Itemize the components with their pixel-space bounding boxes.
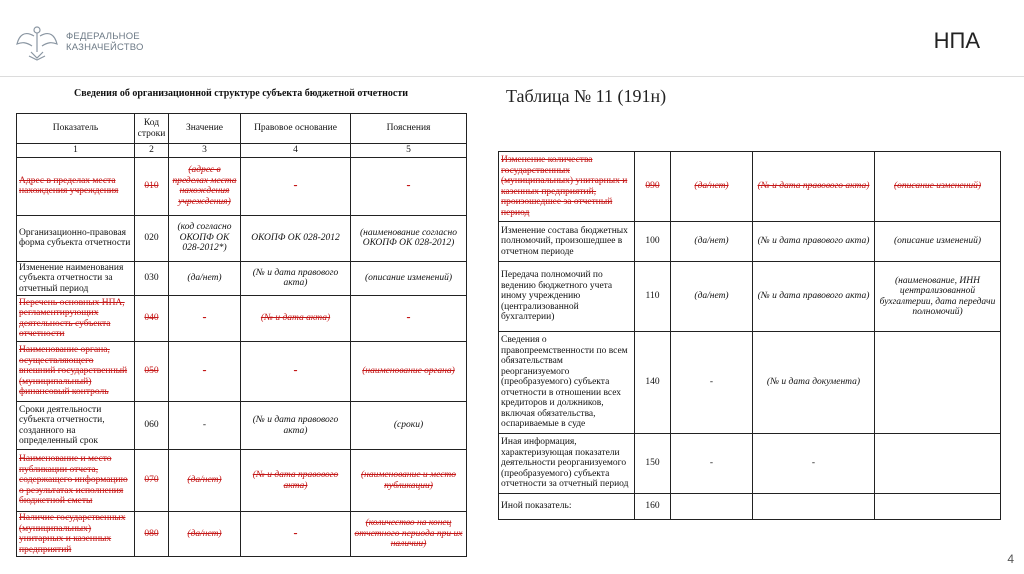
- row-code-cell: 100: [635, 222, 671, 262]
- table-row: [17, 157, 467, 215]
- value-cell: [671, 494, 753, 520]
- col-number: 1: [17, 144, 135, 158]
- col-header: Показатель: [17, 114, 135, 144]
- explanation-cell: [875, 434, 1001, 494]
- col-number: 3: [169, 144, 241, 158]
- table-row: [17, 342, 467, 402]
- table-row: [17, 215, 467, 261]
- indicator-cell: Наименование и место публикации отчета, содержащего информацию о результатах исполнения бюджетной сметы: [17, 450, 135, 512]
- indicator-cell: Сроки деятельности субъекта отчетности, созданного на определенный срок: [17, 402, 135, 450]
- explanation-cell: (сроки): [351, 402, 467, 450]
- col-header: Правовое основание: [241, 114, 351, 144]
- legal-basis-cell: -: [753, 434, 875, 494]
- col-number: 2: [135, 144, 169, 158]
- indicator-cell: Изменение состава бюджетных полномочий, произошедшее в отчетном периоде: [499, 222, 635, 262]
- table-row: [17, 296, 467, 342]
- explanation-cell: (описание изменений): [875, 222, 1001, 262]
- legal-basis-cell: ОКОПФ ОК 028-2012: [241, 215, 351, 261]
- value-cell: (да/нет): [671, 222, 753, 262]
- legal-basis-cell: (№ и дата правового акта): [241, 261, 351, 296]
- col-number: 4: [241, 144, 351, 158]
- row-code-cell: 090: [635, 152, 671, 222]
- col-number-row: [17, 144, 467, 158]
- logo-line-1: ФЕДЕРАЛЬНОЕ: [66, 31, 140, 42]
- col-number: 5: [351, 144, 467, 158]
- explanation-cell: [875, 494, 1001, 520]
- table-row: [499, 262, 1001, 332]
- value-cell: (да/нет): [169, 261, 241, 296]
- table-row: [17, 402, 467, 450]
- table-row: [17, 512, 467, 557]
- legal-basis-cell: (№ и дата документа): [753, 332, 875, 434]
- table-row: [499, 152, 1001, 222]
- indicator-cell: Изменение наименования субъекта отчетности за отчетный период: [17, 261, 135, 296]
- explanation-cell: (описание изменений): [351, 261, 467, 296]
- row-code-cell: 010: [135, 157, 169, 215]
- indicator-cell: Изменение количества государственных (муниципальных) унитарных и казенных предприятий, произошедшее за отчетный период: [499, 152, 635, 222]
- header-divider: [0, 76, 1024, 77]
- value-cell: (да/нет): [169, 512, 241, 557]
- explanation-cell: (наименование, ИНН централизованной бухгалтерии, дата передачи полномочий): [875, 262, 1001, 332]
- indicator-cell: Передача полномочий по ведению бюджетного учета иному учреждению (централизованной бухгалтерии): [499, 262, 635, 332]
- logo-text: [66, 31, 144, 53]
- explanation-cell: (количество на конец отчетного периода при их наличии): [351, 512, 467, 557]
- value-cell: (адрес в пределах места нахождения учреждения): [169, 157, 241, 215]
- explanation-cell: -: [351, 296, 467, 342]
- col-header: Код строки: [135, 114, 169, 144]
- indicator-cell: Сведения о правопреемственности по всем обязательствам реорганизуемого (преобразуемого) субъекта отчетности в отношении всех кредиторов и должников, включая обязательства, оспариваемые в суде: [499, 332, 635, 434]
- value-cell: -: [671, 332, 753, 434]
- legal-basis-cell: -: [241, 342, 351, 402]
- legal-basis-cell: (№ и дата акта): [241, 296, 351, 342]
- logo: [14, 22, 144, 62]
- indicator-cell: Перечень основных НПА, регламентирующих деятельность субъекта отчетности: [17, 296, 135, 342]
- left-table: [16, 113, 467, 557]
- legal-basis-cell: (№ и дата правового акта): [241, 450, 351, 512]
- indicator-cell: Иная информация, характеризующая показатели деятельности реорганизуемого (преобразуемого) субъекта отчетности за отчетный период: [499, 434, 635, 494]
- row-code-cell: 070: [135, 450, 169, 512]
- table-row: [17, 261, 467, 296]
- table-row: [499, 494, 1001, 520]
- explanation-cell: (наименование и место публикации): [351, 450, 467, 512]
- value-cell: -: [169, 296, 241, 342]
- indicator-cell: Адрес в пределах места нахождения учреждения: [17, 157, 135, 215]
- document-title: Сведения об организационной структуре субъекта бюджетной отчетности: [73, 88, 408, 99]
- table-number: Таблица № 11 (191н): [506, 86, 667, 106]
- row-code-cell: 060: [135, 402, 169, 450]
- indicator-cell: Наименование органа, осуществляющего внешний государственный (муниципальный) финансовый контроль: [17, 342, 135, 402]
- row-code-cell: 050: [135, 342, 169, 402]
- row-code-cell: 030: [135, 261, 169, 296]
- value-cell: (да/нет): [671, 262, 753, 332]
- value-cell: (да/нет): [169, 450, 241, 512]
- indicator-cell: Иной показатель:: [499, 494, 635, 520]
- col-header: Значение: [169, 114, 241, 144]
- explanation-cell: (наименование органа): [351, 342, 467, 402]
- row-code-cell: 110: [635, 262, 671, 332]
- row-code-cell: 140: [635, 332, 671, 434]
- value-cell: -: [169, 342, 241, 402]
- table-row: [499, 332, 1001, 434]
- value-cell: (код согласно ОКОПФ ОК 028-2012*): [169, 215, 241, 261]
- row-code-cell: 150: [635, 434, 671, 494]
- legal-basis-cell: -: [241, 157, 351, 215]
- legal-basis-cell: (№ и дата правового акта): [241, 402, 351, 450]
- explanation-cell: (описание изменений): [875, 152, 1001, 222]
- row-code-cell: 040: [135, 296, 169, 342]
- legal-basis-cell: -: [241, 512, 351, 557]
- page-tag: НПА: [933, 28, 980, 53]
- table-row: [499, 434, 1001, 494]
- eagle-emblem-icon: [14, 22, 60, 62]
- row-code-cell: 080: [135, 512, 169, 557]
- right-table: [498, 151, 1001, 520]
- indicator-cell: Наличие государственных (муниципальных) унитарных и казенных предприятий: [17, 512, 135, 557]
- legal-basis-cell: [753, 494, 875, 520]
- value-cell: -: [169, 402, 241, 450]
- page-number: 4: [1007, 552, 1014, 566]
- legal-basis-cell: (№ и дата правового акта): [753, 222, 875, 262]
- legal-basis-cell: (№ и дата правового акта): [753, 152, 875, 222]
- explanation-cell: (наименование согласно ОКОПФ ОК 028-2012): [351, 215, 467, 261]
- header-row: [17, 114, 467, 144]
- legal-basis-cell: (№ и дата правового акта): [753, 262, 875, 332]
- table-row: [499, 222, 1001, 262]
- row-code-cell: 160: [635, 494, 671, 520]
- explanation-cell: [875, 332, 1001, 434]
- indicator-cell: Организационно-правовая форма субъекта отчетности: [17, 215, 135, 261]
- explanation-cell: -: [351, 157, 467, 215]
- row-code-cell: 020: [135, 215, 169, 261]
- col-header: Пояснения: [351, 114, 467, 144]
- logo-line-2: КАЗНАЧЕЙСТВО: [66, 42, 144, 53]
- table-row: [17, 450, 467, 512]
- value-cell: (да/нет): [671, 152, 753, 222]
- value-cell: -: [671, 434, 753, 494]
